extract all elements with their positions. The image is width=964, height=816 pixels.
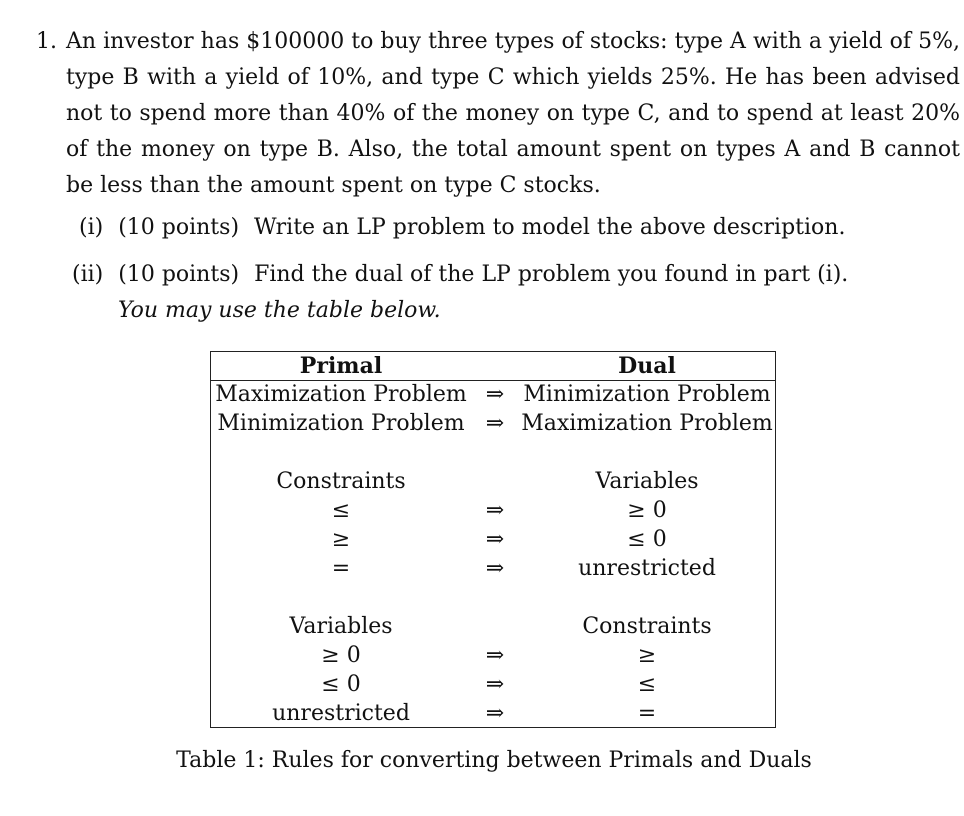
arrow-icon: ⇒ <box>485 643 505 668</box>
section1-primal-title: Constraints <box>276 469 406 494</box>
section2-dual-row: = <box>637 701 657 726</box>
section1-dual-row: ≥ 0 <box>627 498 667 523</box>
section1-dual-row: unrestricted <box>578 556 716 581</box>
problem-text: An investor has $100000 to buy three types of stocks: type A with a yield of 5%, type B with a yield of 10%, and type C which yields 25%. He has been advised not to spend more than 40% of the money on type C, and to spend at least 20% of the money on type B. Also, the total amount spent on types A and B cannot be less than the amount spent on type C stocks. <box>66 29 960 198</box>
section1-primal-row: = <box>331 556 351 581</box>
table-caption: Table 1: Rules for converting between Primals and Duals <box>176 748 812 773</box>
section2-primal-row: ≥ 0 <box>321 643 361 668</box>
primal-problem-max: Maximization Problem <box>215 382 467 407</box>
header-dual: Dual <box>618 353 676 379</box>
arrow-icon: ⇒ <box>485 411 505 436</box>
conversion-rules-table <box>210 351 776 728</box>
part-i <box>79 215 845 240</box>
section2-primal-row: ≤ 0 <box>321 672 361 697</box>
part-ii-label: (ii) <box>72 262 104 287</box>
part-ii-text: Find the dual of the LP problem you found in part (i). <box>254 262 849 287</box>
arrow-icon: ⇒ <box>485 498 505 523</box>
section1-dual-row: ≤ 0 <box>627 527 667 552</box>
header-divider <box>211 380 775 381</box>
arrow-icon: ⇒ <box>485 701 505 726</box>
part-ii-points: (10 points) <box>118 262 240 287</box>
primal-problem-min: Minimization Problem <box>217 411 465 436</box>
section1-primal-row: ≥ <box>331 527 351 552</box>
part-i-points: (10 points) <box>118 215 240 240</box>
section2-primal-row: unrestricted <box>272 701 410 726</box>
dual-problem-max: Maximization Problem <box>521 411 773 436</box>
arrow-icon: ⇒ <box>485 556 505 581</box>
section1-dual-title: Variables <box>595 469 699 494</box>
arrow-icon: ⇒ <box>485 527 505 552</box>
header-primal: Primal <box>299 353 383 379</box>
section1-primal-row: ≤ <box>331 498 351 523</box>
section2-dual-row: ≥ <box>637 643 657 668</box>
table-hint: You may use the table below. <box>118 298 441 323</box>
problem-statement <box>36 24 960 204</box>
section2-primal-title: Variables <box>289 614 393 639</box>
part-ii <box>72 262 848 287</box>
dual-problem-min: Minimization Problem <box>523 382 771 407</box>
arrow-icon: ⇒ <box>485 382 505 407</box>
part-i-text: Write an LP problem to model the above description. <box>254 215 846 240</box>
section2-dual-row: ≤ <box>637 672 657 697</box>
part-i-label: (i) <box>79 215 104 240</box>
arrow-icon: ⇒ <box>485 672 505 697</box>
problem-number: 1. <box>36 29 57 54</box>
section2-dual-title: Constraints <box>582 614 712 639</box>
